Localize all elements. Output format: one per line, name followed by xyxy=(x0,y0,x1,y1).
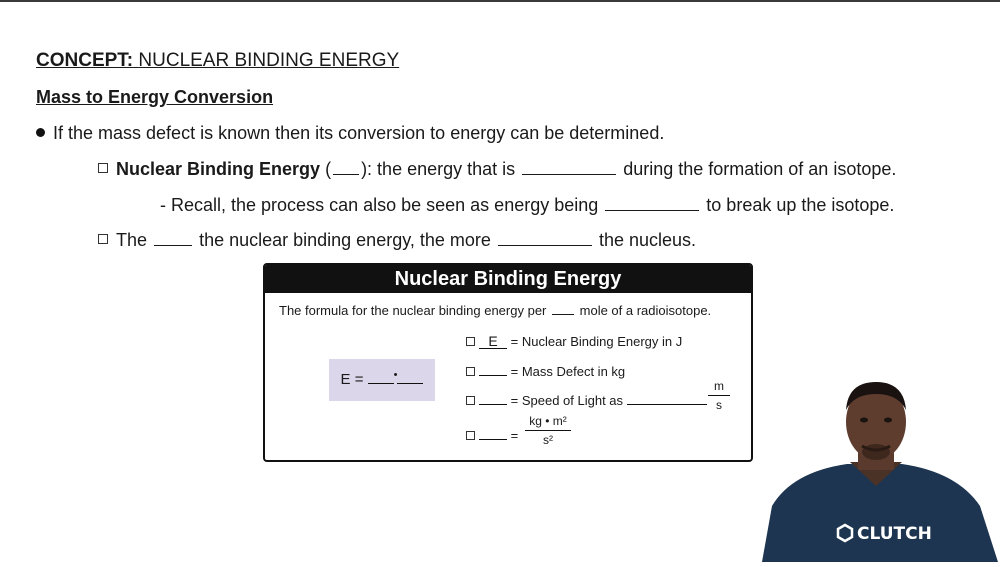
bullet-2-end: during the formation of an isotope. xyxy=(623,159,897,179)
formula-dot: • xyxy=(393,369,398,381)
checkbox-icon xyxy=(466,396,475,405)
bullet-2-after: ): the energy that is xyxy=(361,159,516,179)
row-4-eq: = xyxy=(510,428,519,443)
blank-greater xyxy=(154,231,192,246)
bullet-1-text: If the mass defect is known then its conversion to energy can be determined. xyxy=(53,123,665,143)
bullet-4-end: the nucleus. xyxy=(598,230,697,250)
row-4-blank xyxy=(479,428,507,440)
checkbox-icon xyxy=(466,367,475,376)
row-1-text: = Nuclear Binding Energy in J xyxy=(510,334,683,349)
checkbox-icon xyxy=(466,337,475,346)
bullet-4-mid: the nuclear binding energy, the more xyxy=(199,230,491,250)
unit-numerator: m xyxy=(714,379,724,393)
bullet-4 xyxy=(98,230,696,251)
row-2-text: = Mass Defect in kg xyxy=(510,364,626,379)
row-3-text: = Speed of Light as xyxy=(510,393,624,408)
checkbox-icon xyxy=(466,431,475,440)
joule-numerator: kg • m² xyxy=(529,414,567,428)
checkbox-icon xyxy=(98,234,108,244)
card-description xyxy=(279,303,711,318)
checkbox-icon xyxy=(98,163,108,173)
bullet-4-start: The xyxy=(116,230,148,250)
row-1-symbol: E xyxy=(479,337,507,349)
top-divider xyxy=(0,0,1000,2)
formula-box xyxy=(329,359,435,401)
bullet-2-term: Nuclear Binding Energy xyxy=(116,159,321,179)
card-description-end: mole of a radioisotope. xyxy=(579,303,712,318)
concept-label: CONCEPT: xyxy=(36,50,134,71)
unit-m-per-s xyxy=(708,379,730,412)
card-description-start: The formula for the nuclear binding energy per xyxy=(279,303,547,318)
clutch-logo: CLUTCH xyxy=(857,524,932,544)
unit-denominator: s xyxy=(716,398,722,412)
row-speed xyxy=(466,393,707,408)
blank-stable xyxy=(498,231,592,246)
bullet-3-end: to break up the isotope. xyxy=(706,195,895,215)
formula-blank-1 xyxy=(368,372,394,384)
bullet-1 xyxy=(36,123,664,144)
concept-heading xyxy=(36,50,399,72)
row-3-value-blank xyxy=(627,393,707,405)
blank-symbol xyxy=(333,160,359,175)
concept-title: NUCLEAR BINDING ENERGY xyxy=(138,50,400,71)
joule-denominator: s² xyxy=(543,433,553,447)
formula-card xyxy=(263,263,753,462)
bullet-dot xyxy=(36,128,45,137)
presenter-video xyxy=(752,376,1000,562)
row-2-blank xyxy=(479,364,507,376)
formula-blank-2 xyxy=(397,372,423,384)
row-3-blank xyxy=(479,393,507,405)
blank-absorbed xyxy=(605,196,699,211)
row-mass xyxy=(466,364,625,379)
blank-released xyxy=(522,160,616,175)
row-joule xyxy=(466,428,518,443)
bullet-2-open: ( xyxy=(325,159,332,179)
card-title: Nuclear Binding Energy xyxy=(265,265,751,293)
blank-per xyxy=(552,304,574,315)
bullet-3-start: - Recall, the process can also be seen as energy being xyxy=(160,195,599,215)
unit-joule xyxy=(525,414,571,447)
bullet-2 xyxy=(98,159,896,180)
row-energy xyxy=(466,334,682,349)
bullet-3 xyxy=(160,195,894,216)
formula-lhs: E = xyxy=(340,371,364,388)
section-subheading: Mass to Energy Conversion xyxy=(36,87,274,107)
